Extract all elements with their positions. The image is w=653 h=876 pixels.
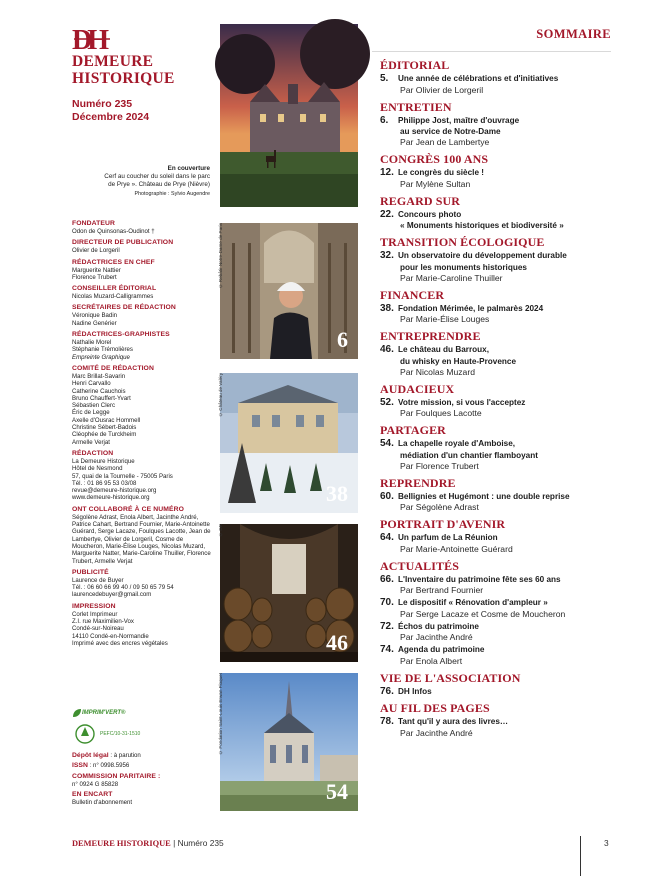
credit-block <box>72 239 212 254</box>
toc-entry <box>380 115 612 149</box>
toc-page-number: 52. <box>380 396 394 408</box>
toc-entry-row <box>380 491 612 503</box>
toc-entry-author: Par Enola Albert <box>400 655 463 666</box>
credit-heading: DIRECTEUR DE PUBLICATION <box>72 239 174 247</box>
toc-entry <box>380 397 612 420</box>
credit-heading: COMITÉ DE RÉDACTION <box>72 364 154 372</box>
toc-entry-row <box>380 344 612 356</box>
imprimvert-label: IMPRIM'VERT® <box>82 710 126 716</box>
toc-entry-title: Bellignies et Hugémont : une double reprise <box>398 491 570 501</box>
toc-section-title: TRANSITION ÉCOLOGIQUE <box>380 235 545 249</box>
toc-entry-title: Agenda du patrimoine <box>398 645 485 654</box>
toc-entry-title-cont: « Monuments historiques et biodiversité » <box>400 221 564 230</box>
toc-entry-title: L'Inventaire du patrimoine fête ses 60 ans <box>398 574 561 584</box>
credit-line: Nicolas Muzard-Calligrammes <box>72 293 154 301</box>
toc-entry-row <box>380 686 612 698</box>
toc-section-title: VIE DE L'ASSOCIATION <box>380 670 521 685</box>
sommaire-title: SOMMAIRE <box>536 27 611 41</box>
dh-monogram-logo <box>72 25 112 56</box>
credit-line: Sébastien Clerc <box>72 402 116 410</box>
photo-page-54 <box>220 673 358 811</box>
logo-line-2: HISTORIQUE <box>72 70 175 87</box>
toc-entry-row <box>380 115 612 127</box>
toc-entry-title: Fondation Mérimée, le palmarès 2024 <box>398 303 544 313</box>
toc-entry-row <box>380 532 612 544</box>
credit-line: Cléophée de Turckheim <box>72 431 137 439</box>
toc-entry-row <box>380 597 612 609</box>
toc-section <box>380 672 612 698</box>
credit-line: Marc Brillat-Savarin <box>72 372 126 380</box>
credit-line: Florence Trubert <box>72 273 117 281</box>
credit-heading: RÉDACTION <box>72 449 114 457</box>
toc-entry <box>380 597 612 620</box>
cover-caption <box>72 165 210 198</box>
toc-section <box>380 289 612 326</box>
toc-entry-title: DH Infos <box>398 686 432 696</box>
credit-block <box>72 603 212 647</box>
credit-line: Éric de Legge <box>72 409 110 417</box>
toc-page-number: 12. <box>380 167 394 178</box>
legal-block <box>72 773 212 788</box>
credit-heading: RÉDACTRICES-GRAPHISTES <box>72 331 170 339</box>
credit-line: Tél. : 06 60 66 99 40 / 09 50 65 79 54 <box>72 584 174 592</box>
toc-entry-author: Par Marie-Antoinette Guérard <box>400 543 513 554</box>
toc-entry <box>380 532 612 555</box>
toc-section <box>380 383 612 420</box>
issue-date: Décembre 2024 <box>72 111 150 123</box>
credit-line: Tél. : 01 86 95 53 03/08 <box>72 479 137 487</box>
photo-page-number: 38 <box>326 481 348 506</box>
toc-entry-author: Par Marie-Élise Louges <box>400 314 490 324</box>
legal-heading: COMMISSION PARITAIRE : <box>72 772 161 780</box>
toc-entry-row <box>380 250 612 262</box>
legal-line <box>72 752 212 759</box>
toc-entry-title-cont: pour les monuments historiques <box>400 262 527 272</box>
toc-entry-row <box>380 644 612 656</box>
credit-block <box>72 331 212 361</box>
pefc-icon <box>74 724 96 744</box>
toc-page-number: 74. <box>380 644 394 655</box>
toc-page-number: 6. <box>380 114 389 126</box>
toc-section-title: REGARD SUR <box>380 193 461 208</box>
credits-column <box>72 220 212 651</box>
toc-entry-author: Par Bertrand Fournier <box>400 585 484 595</box>
credit-heading: CONSEILLER ÉDITORIAL <box>72 285 157 293</box>
toc-entry-author: Par Serge Lacaze et Cosme de Moucheron <box>400 608 566 619</box>
credit-line: La Demeure Historique <box>72 457 135 465</box>
credit-line: 57, quai de la Tournelle - 75005 Paris <box>72 472 173 480</box>
toc-entry <box>380 73 612 96</box>
legal-block <box>72 791 212 806</box>
credit-line: www.demeure-historique.org <box>72 494 150 502</box>
credit-line: Olivier de Lorgeril <box>72 247 120 255</box>
toc-entry-author: Par Jacinthe André <box>400 632 473 642</box>
toc-entry <box>380 167 612 190</box>
credit-block <box>72 365 212 446</box>
toc-entry <box>380 491 612 514</box>
toc-entry-title: Un observatoire du développement durable <box>398 251 567 260</box>
toc-entry-title-cont: au service de Notre-Dame <box>400 127 501 136</box>
toc-entry-author: Par Jean de Lambertye <box>400 137 490 147</box>
toc-section-title: ENTRETIEN <box>380 99 452 114</box>
credit-line: Odon de Quinsonas-Oudinot † <box>72 228 155 235</box>
legal-heading: EN ENCART <box>72 790 113 798</box>
toc-entry-title: Un parfum de La Réunion <box>398 533 498 542</box>
page-footer <box>72 838 224 848</box>
credit-line: revue@demeure-historique.org <box>72 487 157 495</box>
toc-entry <box>380 686 612 698</box>
credit-line: Axelle d'Ousrac Hommell <box>72 416 141 424</box>
magazine-logo <box>72 26 192 86</box>
footer-issue: | Numéro 235 <box>170 838 224 848</box>
toc-entry <box>380 716 612 739</box>
toc-section <box>380 153 612 190</box>
toc-entry-row <box>380 397 612 409</box>
pefc-label: PEFC/10-31-1510 <box>100 731 141 737</box>
credit-line: Nadine Genérier <box>72 319 117 327</box>
toc-page-number: 76. <box>380 685 394 697</box>
logo-line-1: DEMEURE <box>72 53 154 70</box>
legal-line: Bulletin d'abonnement <box>72 798 133 806</box>
credit-line: Armelle Verjat <box>72 438 110 446</box>
imprimvert-icon <box>72 708 82 718</box>
toc-entry-title: Une année de célébrations et d'initiatives <box>398 74 559 83</box>
credit-block <box>72 285 212 300</box>
toc-entry-author: Par Olivier de Lorgeril <box>400 84 484 95</box>
issue-info <box>72 98 149 124</box>
issue-number: Numéro 235 <box>72 98 133 110</box>
toc-page-number: 46. <box>380 344 394 355</box>
photo-page-46 <box>220 524 358 662</box>
credit-heading: RÉDACTRICES EN CHEF <box>72 258 155 266</box>
credit-line: Z.I. rue Maximilien-Vox <box>72 617 134 625</box>
toc-section-title: ACTUALITÉS <box>380 558 460 573</box>
credit-line: Hôtel de Nesmond <box>72 465 123 473</box>
photo-page-number: 46 <box>326 630 348 655</box>
credit-line: laurencedebuyer@gmail.com <box>72 591 152 599</box>
credit-line: Stéphanie Trémolières <box>72 346 133 354</box>
toc-section <box>380 236 612 284</box>
credit-block <box>72 569 212 599</box>
legal-line: n° 0924 G 85828 <box>72 780 119 788</box>
credit-paragraph: Ségolène Adrast, Enola Albert, Jacinthe André, Patrice Cahart, Bertrand Fournier, Marie-Antoinette Guérard, Serge Lacaze, Foulques Lacotte, Jean de Lambertye, Olivier de Lorgeril, Cosme de Moucheron, Marie-Élise Louges, Nicolas Muzard, Marguerite Natter, Marie-Caroline Thuiller, Florence Trubert, Armelle Verjat <box>72 513 211 565</box>
toc-page-number: 32. <box>380 250 394 261</box>
footer-rule <box>580 836 581 876</box>
legal-heading: Dépôt légal <box>72 752 109 759</box>
toc-entry-title: Philippe Jost, maître d'ouvrage <box>398 115 520 125</box>
credit-line: Henri Carvallo <box>72 380 111 388</box>
toc-entry-title: Échos du patrimoine <box>398 621 479 631</box>
legal-info <box>72 752 212 809</box>
toc-page-number: 72. <box>380 620 394 632</box>
photo-credit: © DR <box>218 524 223 537</box>
credit-heading: ONT COLLABORÉ À CE NUMÉRO <box>72 505 185 513</box>
credit-line: Marguerite Nattier <box>72 266 121 274</box>
toc-section <box>380 424 612 472</box>
toc-entry-row <box>380 73 612 85</box>
cover-photo-credit: Photographie : Sylvio Augendre <box>134 191 210 197</box>
toc-entry-author: Par Mylène Sultan <box>400 178 471 189</box>
eco-labels <box>72 708 192 748</box>
legal-value: : n° 0998.5956 <box>87 762 130 770</box>
toc-entry <box>380 644 612 667</box>
toc-entry <box>380 303 612 326</box>
credit-line: Véronique Badin <box>72 312 118 320</box>
photo-credit: © Rebâtir Notre-Dame de Paris <box>218 223 223 289</box>
credit-line: Nathalie Morel <box>72 339 112 347</box>
toc-entry-title-cont: du whisky en Haute-Provence <box>400 356 517 366</box>
credit-block <box>72 304 212 327</box>
toc-section-title: REPRENDRE <box>380 475 456 490</box>
toc-entry-author: Par Marie-Caroline Thuiller <box>400 272 503 283</box>
cover-caption-line: Cerf au coucher du soleil dans le parc <box>104 173 210 180</box>
credit-line: Imprimé avec des encres végétales <box>72 639 168 647</box>
toc-entry-row <box>380 167 612 179</box>
toc-section-title: AU FIL DES PAGES <box>380 701 490 715</box>
credit-line: Christine Sébert-Badois <box>72 424 137 432</box>
credit-line: Catherine Cauchois <box>72 387 126 395</box>
legal-line <box>72 762 212 769</box>
toc-page-number: 5. <box>380 73 389 84</box>
credit-line: Condé-sur-Noireau <box>72 625 124 633</box>
toc-entry-row <box>380 209 612 221</box>
toc-section-title: PORTRAIT D'AVENIR <box>380 517 506 531</box>
photo-credit: © Fondation Saint-Louis Erwan Floquet <box>218 673 223 755</box>
legal-block <box>72 762 212 769</box>
toc-section-title: AUDACIEUX <box>380 381 455 396</box>
cover-photo <box>220 24 358 207</box>
toc-entry-author: Par Jacinthe André <box>400 727 473 738</box>
toc-entry-title: Tant qu'il y aura des livres… <box>398 717 509 726</box>
credit-block <box>72 220 212 235</box>
photo-page-38 <box>220 373 358 513</box>
toc-page-number: 78. <box>380 716 394 727</box>
toc-section <box>380 101 612 149</box>
toc-divider <box>372 51 611 52</box>
toc-entry <box>380 621 612 644</box>
credit-block <box>72 259 212 282</box>
toc-section <box>380 518 612 555</box>
photo-page-number: 6 <box>337 327 348 352</box>
toc-entry <box>380 209 612 232</box>
toc-entry <box>380 574 612 597</box>
credit-line: Laurence de Buyer <box>72 576 124 584</box>
footer-brand: DEMEURE HISTORIQUE <box>72 839 171 848</box>
toc-section-title: ENTREPRENDRE <box>380 329 481 343</box>
toc-page-number: 64. <box>380 532 394 543</box>
toc-entry <box>380 250 612 284</box>
toc-section-title: FINANCER <box>380 287 445 302</box>
toc-entry-title-cont: médiation d'un chantier flamboyant <box>400 450 538 460</box>
legal-block <box>72 752 212 759</box>
toc-section <box>380 477 612 514</box>
credit-block <box>72 450 212 502</box>
toc-entry-row <box>380 438 612 450</box>
toc-page-number: 54. <box>380 438 394 449</box>
photo-credit: © Château de Valéry <box>218 373 223 417</box>
toc-entry-title: Votre mission, si vous l'acceptez <box>398 397 526 407</box>
legal-value: : à parution <box>108 752 141 759</box>
toc-entry-row <box>380 303 612 315</box>
credit-heading: FONDATEUR <box>72 220 116 227</box>
cover-caption-line: de Prye ». Château de Prye (Nièvre) <box>108 181 210 188</box>
toc-section <box>380 330 612 378</box>
toc-entry <box>380 344 612 378</box>
toc-section-title: ÉDITORIAL <box>380 58 450 72</box>
toc-entry-author: Par Ségolène Adrast <box>400 502 479 512</box>
legal-heading: ISSN <box>72 762 88 770</box>
toc-section-title: CONGRÈS 100 ANS <box>380 152 489 166</box>
photo-page-6 <box>220 223 358 359</box>
toc-entry-title: Le congrès du siècle ! <box>398 168 484 177</box>
svg-text:DH: DH <box>72 25 104 56</box>
toc-entry <box>380 438 612 472</box>
toc-page-number: 66. <box>380 573 394 585</box>
toc-page-number: 22. <box>380 208 394 220</box>
toc-entry-title: Le château du Barroux, <box>398 345 489 354</box>
toc-section <box>380 59 612 96</box>
toc-page-number: 70. <box>380 597 394 608</box>
toc-entry-row <box>380 574 612 586</box>
toc-entry-author: Par Nicolas Muzard <box>400 366 475 377</box>
toc-entry-title: Concours photo <box>398 209 462 219</box>
credit-line: Bruno Chauffert-Yvart <box>72 394 131 402</box>
cover-caption-label: En couverture <box>167 165 210 172</box>
toc-section <box>380 195 612 232</box>
credit-heading: IMPRESSION <box>72 602 116 610</box>
toc-page-number: 60. <box>380 490 394 502</box>
toc-entry-author: Par Foulques Lacotte <box>400 408 482 418</box>
credit-line: 14110 Condé-en-Normandie <box>72 632 149 640</box>
credit-heading: SECRÉTAIRES DE RÉDACTION <box>72 304 176 312</box>
credit-block <box>72 506 212 565</box>
toc-section <box>380 702 612 739</box>
toc-section-title: PARTAGER <box>380 423 446 437</box>
credit-line: Empreinte Graphique <box>72 353 130 361</box>
table-of-contents <box>380 59 612 744</box>
photo-page-number: 54 <box>326 779 348 804</box>
toc-entry-title: Le dispositif « Rénovation d'ampleur » <box>398 598 548 607</box>
page-number: 3 <box>604 838 609 848</box>
credit-line: Corlet Imprimeur <box>72 610 118 618</box>
toc-entry-author: Par Florence Trubert <box>400 460 479 471</box>
toc-entry-title: La chapelle royale d'Amboise, <box>398 439 516 448</box>
toc-entry-row <box>380 621 612 633</box>
toc-page-number: 38. <box>380 302 394 314</box>
toc-entry-row <box>380 716 612 728</box>
credit-heading: PUBLICITÉ <box>72 568 109 576</box>
toc-section <box>380 560 612 667</box>
